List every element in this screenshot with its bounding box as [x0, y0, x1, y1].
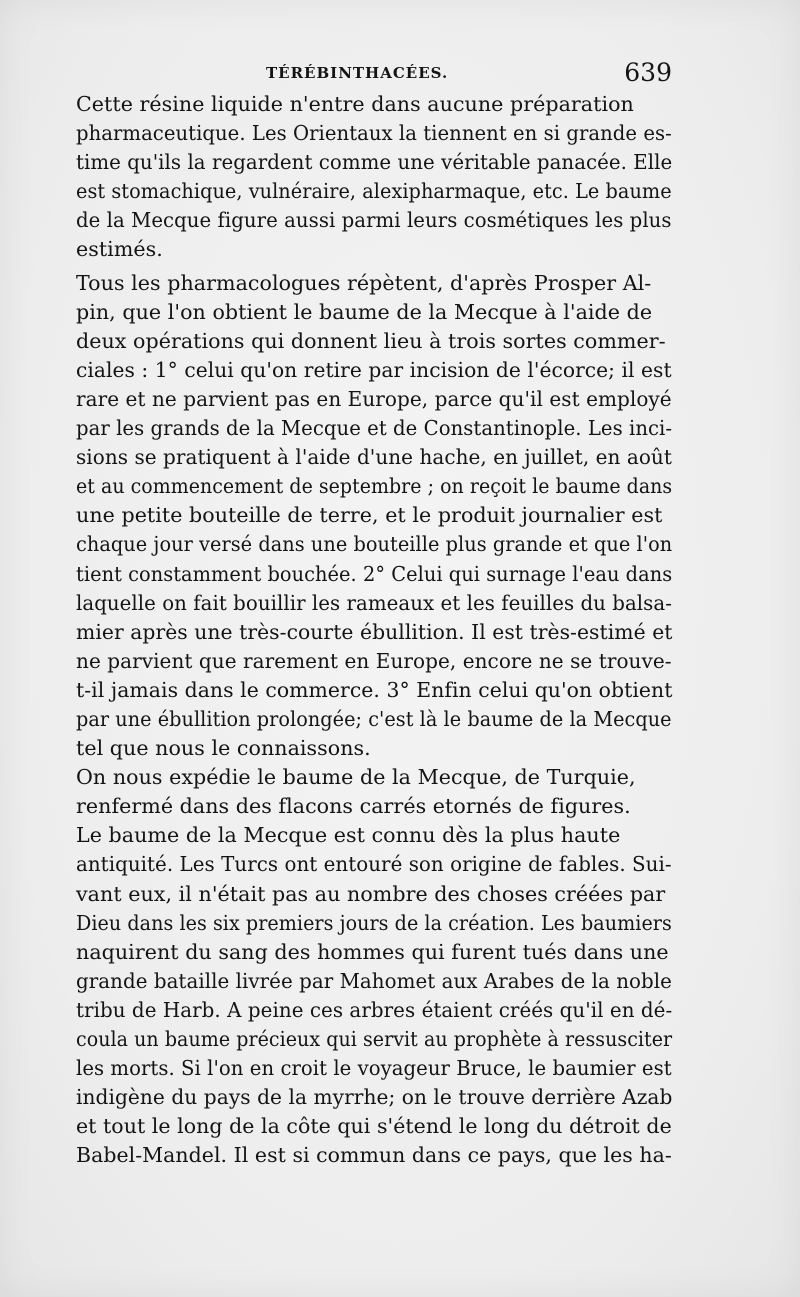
text-line: Dieu dans les six premiers jours de la création. Les baumiers	[76, 910, 672, 935]
text-line: estimés.	[76, 237, 163, 262]
text-line: t-il jamais dans le commerce. 3° Enfin celui qu'on obtient	[76, 677, 673, 702]
text-line: vant eux, il n'était pas au nombre des choses créées par	[76, 881, 666, 906]
text-line: et tout le long de la côte qui s'étend le long du détroit de	[76, 1114, 672, 1139]
text-line: et au commencement de septembre ; on reçoit le baume dans	[76, 474, 673, 499]
text-line: par une ébullition prolongée; c'est là le baume de la Mecque	[76, 706, 672, 731]
text-line: grande bataille livrée par Mahomet aux Arabes de la noble	[76, 968, 672, 993]
text-line: tel que nous le connaissons.	[76, 736, 371, 761]
running-header	[76, 58, 672, 88]
text-line: une petite bouteille de terre, et le produit journalier est	[76, 503, 663, 528]
text-line: est stomachique, vulnéraire, alexipharmaque, etc. Le baume	[76, 179, 672, 204]
text-line: indigène du pays de la myrrhe; on le trouve derrière Azab	[76, 1085, 673, 1110]
text-line: mier après une très-courte ébullition. Il est très-estimé et	[76, 619, 673, 644]
text-line: pharmaceutique. Les Orientaux la tiennent en si grande es-	[76, 121, 672, 146]
text-line: chaque jour versé dans une bouteille plus grande et que l'on	[76, 532, 673, 557]
text-line: Tous les pharmacologues répètent, d'après Prosper Al-	[76, 270, 652, 295]
text-line: sions se pratiquent à l'aide d'une hache, en juillet, en août	[76, 445, 672, 470]
text-line: naquirent du sang des hommes qui furent tués dans une	[76, 939, 669, 964]
text-line: tribu de Harb. A peine ces arbres étaient créés qu'il en dé-	[76, 997, 673, 1022]
text-line: pin, que l'on obtient le baume de la Mecque à l'aide de	[76, 299, 653, 324]
running-title: TÉRÉBINTHACÉES.	[266, 64, 449, 82]
text-line: ne parvient que rarement en Europe, encore ne se trouve-	[76, 648, 672, 673]
text-line: Babel-Mandel. Il est si commun dans ce pays, que les ha-	[76, 1143, 672, 1168]
text-line: antiquité. Les Turcs ont entouré son origine de fables. Sui-	[76, 852, 672, 877]
text-line: ciales : 1° celui qu'on retire par incision de l'écorce; il est	[76, 357, 672, 382]
text-line: de la Mecque figure aussi parmi leurs cosmétiques les plus	[76, 208, 672, 233]
text-line: renfermé dans des flacons carrés etornés de figures.	[76, 794, 631, 819]
text-line: time qu'ils la regardent comme une véritable panacée. Elle	[76, 150, 673, 175]
text-line: par les grands de la Mecque et de Constantinople. Les inci-	[76, 416, 673, 441]
text-line: tient constamment bouchée. 2° Celui qui surnage l'eau dans	[76, 561, 673, 586]
text-line: deux opérations qui donnent lieu à trois sortes commer-	[76, 328, 666, 353]
text-line: On nous expédie le baume de la Mecque, de Turquie,	[76, 765, 636, 790]
page-number: 639	[624, 58, 672, 87]
text-line: laquelle on fait bouillir les rameaux et les feuilles du balsa-	[76, 590, 672, 615]
body-text	[76, 90, 672, 1170]
text-line: Le baume de la Mecque est connu dès la plus haute	[76, 823, 621, 848]
text-line: les morts. Si l'on en croit le voyageur Bruce, le baumier est	[76, 1056, 672, 1081]
text-line: coula un baume précieux qui servit au prophète à ressusciter	[76, 1027, 673, 1051]
text-line: Cette résine liquide n'entre dans aucune préparation	[76, 92, 634, 116]
text-line: rare et ne parvient pas en Europe, parce qu'il est employé	[76, 386, 672, 411]
